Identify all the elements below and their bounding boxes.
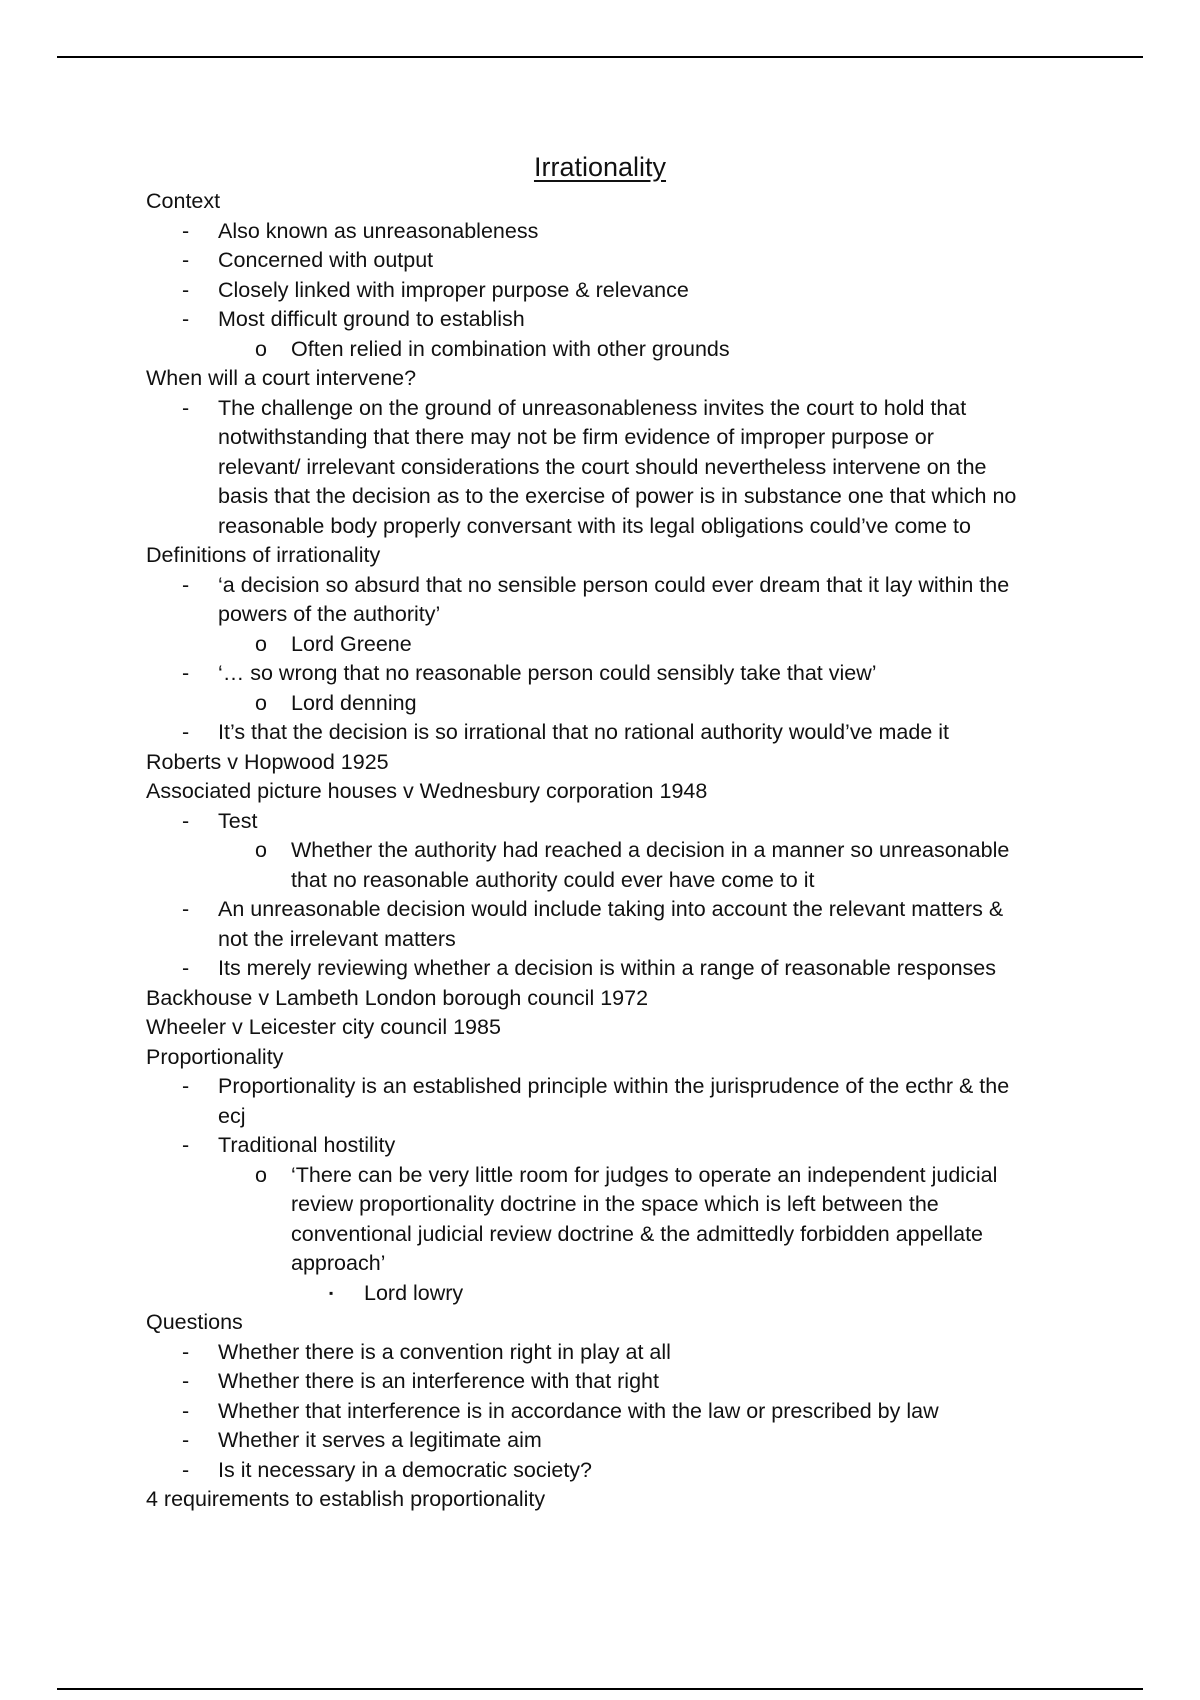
dash-bullet: -: [182, 1428, 190, 1452]
sub-list-item: [146, 630, 1066, 660]
list-item: [146, 1367, 1066, 1397]
list-item: [146, 1131, 1066, 1161]
section-heading: [146, 187, 1066, 217]
line-text: It’s that the decision is so irrational that no rational authority would’ve made it: [218, 720, 949, 744]
list-item-continuation: [146, 453, 1066, 483]
list-item: [146, 718, 1066, 748]
case-heading: [146, 777, 1066, 807]
dash-bullet: -: [182, 218, 190, 243]
circle-bullet: o: [255, 838, 267, 862]
dash-bullet: -: [182, 1133, 190, 1157]
line-text: Context: [146, 189, 221, 213]
sub-list-item-continuation: [146, 1220, 1066, 1250]
list-item: [146, 1426, 1066, 1456]
case-heading: [146, 1013, 1066, 1043]
sub-list-item: [146, 335, 1066, 365]
list-item: [146, 217, 1066, 247]
line-text: Whether the authority had reached a decision in a manner so unreasonable: [291, 838, 1010, 862]
line-text: approach’: [291, 1251, 386, 1275]
sub-list-item-continuation: [146, 866, 1066, 896]
dash-bullet: -: [182, 1369, 190, 1393]
list-item-continuation: [146, 1102, 1066, 1132]
line-text: ‘… so wrong that no reasonable person could sensibly take that view’: [218, 661, 877, 685]
dash-bullet: -: [182, 572, 190, 597]
section-heading: [146, 1043, 1066, 1073]
dash-bullet: -: [182, 307, 190, 331]
line-text: powers of the authority’: [218, 602, 441, 626]
circle-bullet: o: [255, 690, 267, 715]
line-text: Most difficult ground to establish: [218, 307, 525, 331]
page-title: Irrationality: [533, 152, 667, 182]
line-text: Associated picture houses v Wednesbury corporation 1948: [146, 779, 708, 803]
list-item: [146, 305, 1066, 335]
list-item: [146, 954, 1066, 984]
line-text: Closely linked with improper purpose & relevance: [218, 277, 689, 302]
line-text: Often relied in combination with other grounds: [291, 336, 730, 361]
line-text: When will a court intervene?: [146, 366, 417, 390]
line-text: Whether there is a convention right in play at all: [218, 1339, 671, 1364]
line-text: Its merely reviewing whether a decision is within a range of reasonable responses: [218, 956, 996, 980]
circle-bullet: o: [255, 336, 267, 361]
section-heading: [146, 541, 1066, 571]
circle-bullet: o: [255, 631, 267, 656]
line-text: Lord lowry: [364, 1280, 464, 1305]
sub-list-item-continuation: [146, 1249, 1066, 1279]
list-item: [146, 394, 1066, 424]
line-text: Proportionality is an established principle within the jurisprudence of the ecthr & the: [218, 1074, 1010, 1098]
dash-bullet: -: [182, 1398, 190, 1423]
list-item: [146, 659, 1066, 689]
line-text: The challenge on the ground of unreasonableness invites the court to hold that: [218, 395, 967, 420]
dash-bullet: -: [182, 956, 190, 980]
document-body: [146, 187, 1066, 1515]
list-item: [146, 807, 1066, 837]
section-heading: [146, 1485, 1066, 1515]
line-text: Whether it serves a legitimate aim: [218, 1428, 542, 1452]
line-text: Test: [218, 808, 258, 833]
dash-bullet: -: [182, 248, 190, 272]
line-text: not the irrelevant matters: [218, 926, 456, 951]
list-item-continuation: [146, 600, 1066, 630]
line-text: review proportionality doctrine in the space which is left between the: [291, 1192, 939, 1216]
line-text: reasonable body properly conversant with its legal obligations could’ve come to: [218, 513, 971, 538]
line-text: notwithstanding that there may not be firm evidence of improper purpose or: [218, 425, 934, 449]
line-text: Backhouse v Lambeth London borough council 1972: [146, 985, 649, 1010]
list-item: [146, 246, 1066, 276]
dash-bullet: -: [182, 277, 190, 302]
list-item: [146, 895, 1066, 925]
dash-bullet: -: [182, 1339, 190, 1364]
square-bullet: ▪: [329, 1285, 334, 1300]
sub-list-item-continuation: [146, 1190, 1066, 1220]
circle-bullet: o: [255, 1162, 267, 1187]
dash-bullet: -: [182, 720, 190, 744]
dash-bullet: -: [182, 395, 190, 420]
line-text: An unreasonable decision would include taking into account the relevant matters &: [218, 897, 1004, 921]
line-text: Whether that interference is in accordance with the law or prescribed by law: [218, 1398, 939, 1423]
dash-bullet: -: [182, 661, 190, 685]
line-text: Wheeler v Leicester city council 1985: [146, 1015, 501, 1039]
line-text: Questions: [146, 1310, 243, 1334]
list-item-continuation: [146, 423, 1066, 453]
line-text: Whether there is an interference with that right: [218, 1369, 659, 1393]
line-text: Proportionality: [146, 1044, 284, 1069]
list-item-continuation: [146, 512, 1066, 542]
list-item: [146, 1072, 1066, 1102]
section-heading: [146, 364, 1066, 394]
line-text: Traditional hostility: [218, 1133, 396, 1157]
case-heading: [146, 984, 1066, 1014]
list-item: [146, 1456, 1066, 1486]
dash-bullet: -: [182, 1074, 190, 1098]
list-item-continuation: [146, 482, 1066, 512]
line-text: ecj: [218, 1103, 246, 1128]
list-item-continuation: [146, 925, 1066, 955]
sub-list-item: [146, 689, 1066, 719]
case-heading: [146, 748, 1066, 778]
list-item: [146, 571, 1066, 601]
dash-bullet: -: [182, 897, 190, 921]
line-text: Lord denning: [291, 690, 417, 715]
list-item: [146, 276, 1066, 306]
line-text: ‘There can be very little room for judges to operate an independent judicial: [291, 1162, 998, 1187]
line-text: Roberts v Hopwood 1925: [146, 749, 389, 774]
list-item: [146, 1397, 1066, 1427]
line-text: that no reasonable authority could ever have come to it: [291, 867, 815, 892]
line-text: basis that the decision as to the exercise of power is in substance one that which no: [218, 484, 1017, 508]
line-text: conventional judicial review doctrine & the admittedly forbidden appellate: [291, 1221, 983, 1246]
line-text: Also known as unreasonableness: [218, 218, 539, 243]
line-text: Is it necessary in a democratic society?: [218, 1457, 593, 1482]
dash-bullet: -: [182, 808, 190, 833]
header-rule: [57, 56, 1143, 58]
sub-list-item: [146, 1161, 1066, 1191]
line-text: 4 requirements to establish proportionality: [146, 1487, 546, 1511]
line-text: Definitions of irrationality: [146, 543, 381, 567]
sub-list-item: [146, 836, 1066, 866]
line-text: Lord Greene: [291, 631, 412, 656]
list-item: [146, 1338, 1066, 1368]
line-text: Concerned with output: [218, 248, 434, 272]
section-heading: [146, 1308, 1066, 1338]
line-text: ‘a decision so absurd that no sensible person could ever dream that it lay within the: [218, 572, 1010, 597]
footer-rule: [57, 1688, 1143, 1690]
line-text: relevant/ irrelevant considerations the court should nevertheless intervene on the: [218, 454, 987, 479]
dash-bullet: -: [182, 1457, 190, 1482]
sub-sub-list-item: [146, 1279, 1066, 1309]
